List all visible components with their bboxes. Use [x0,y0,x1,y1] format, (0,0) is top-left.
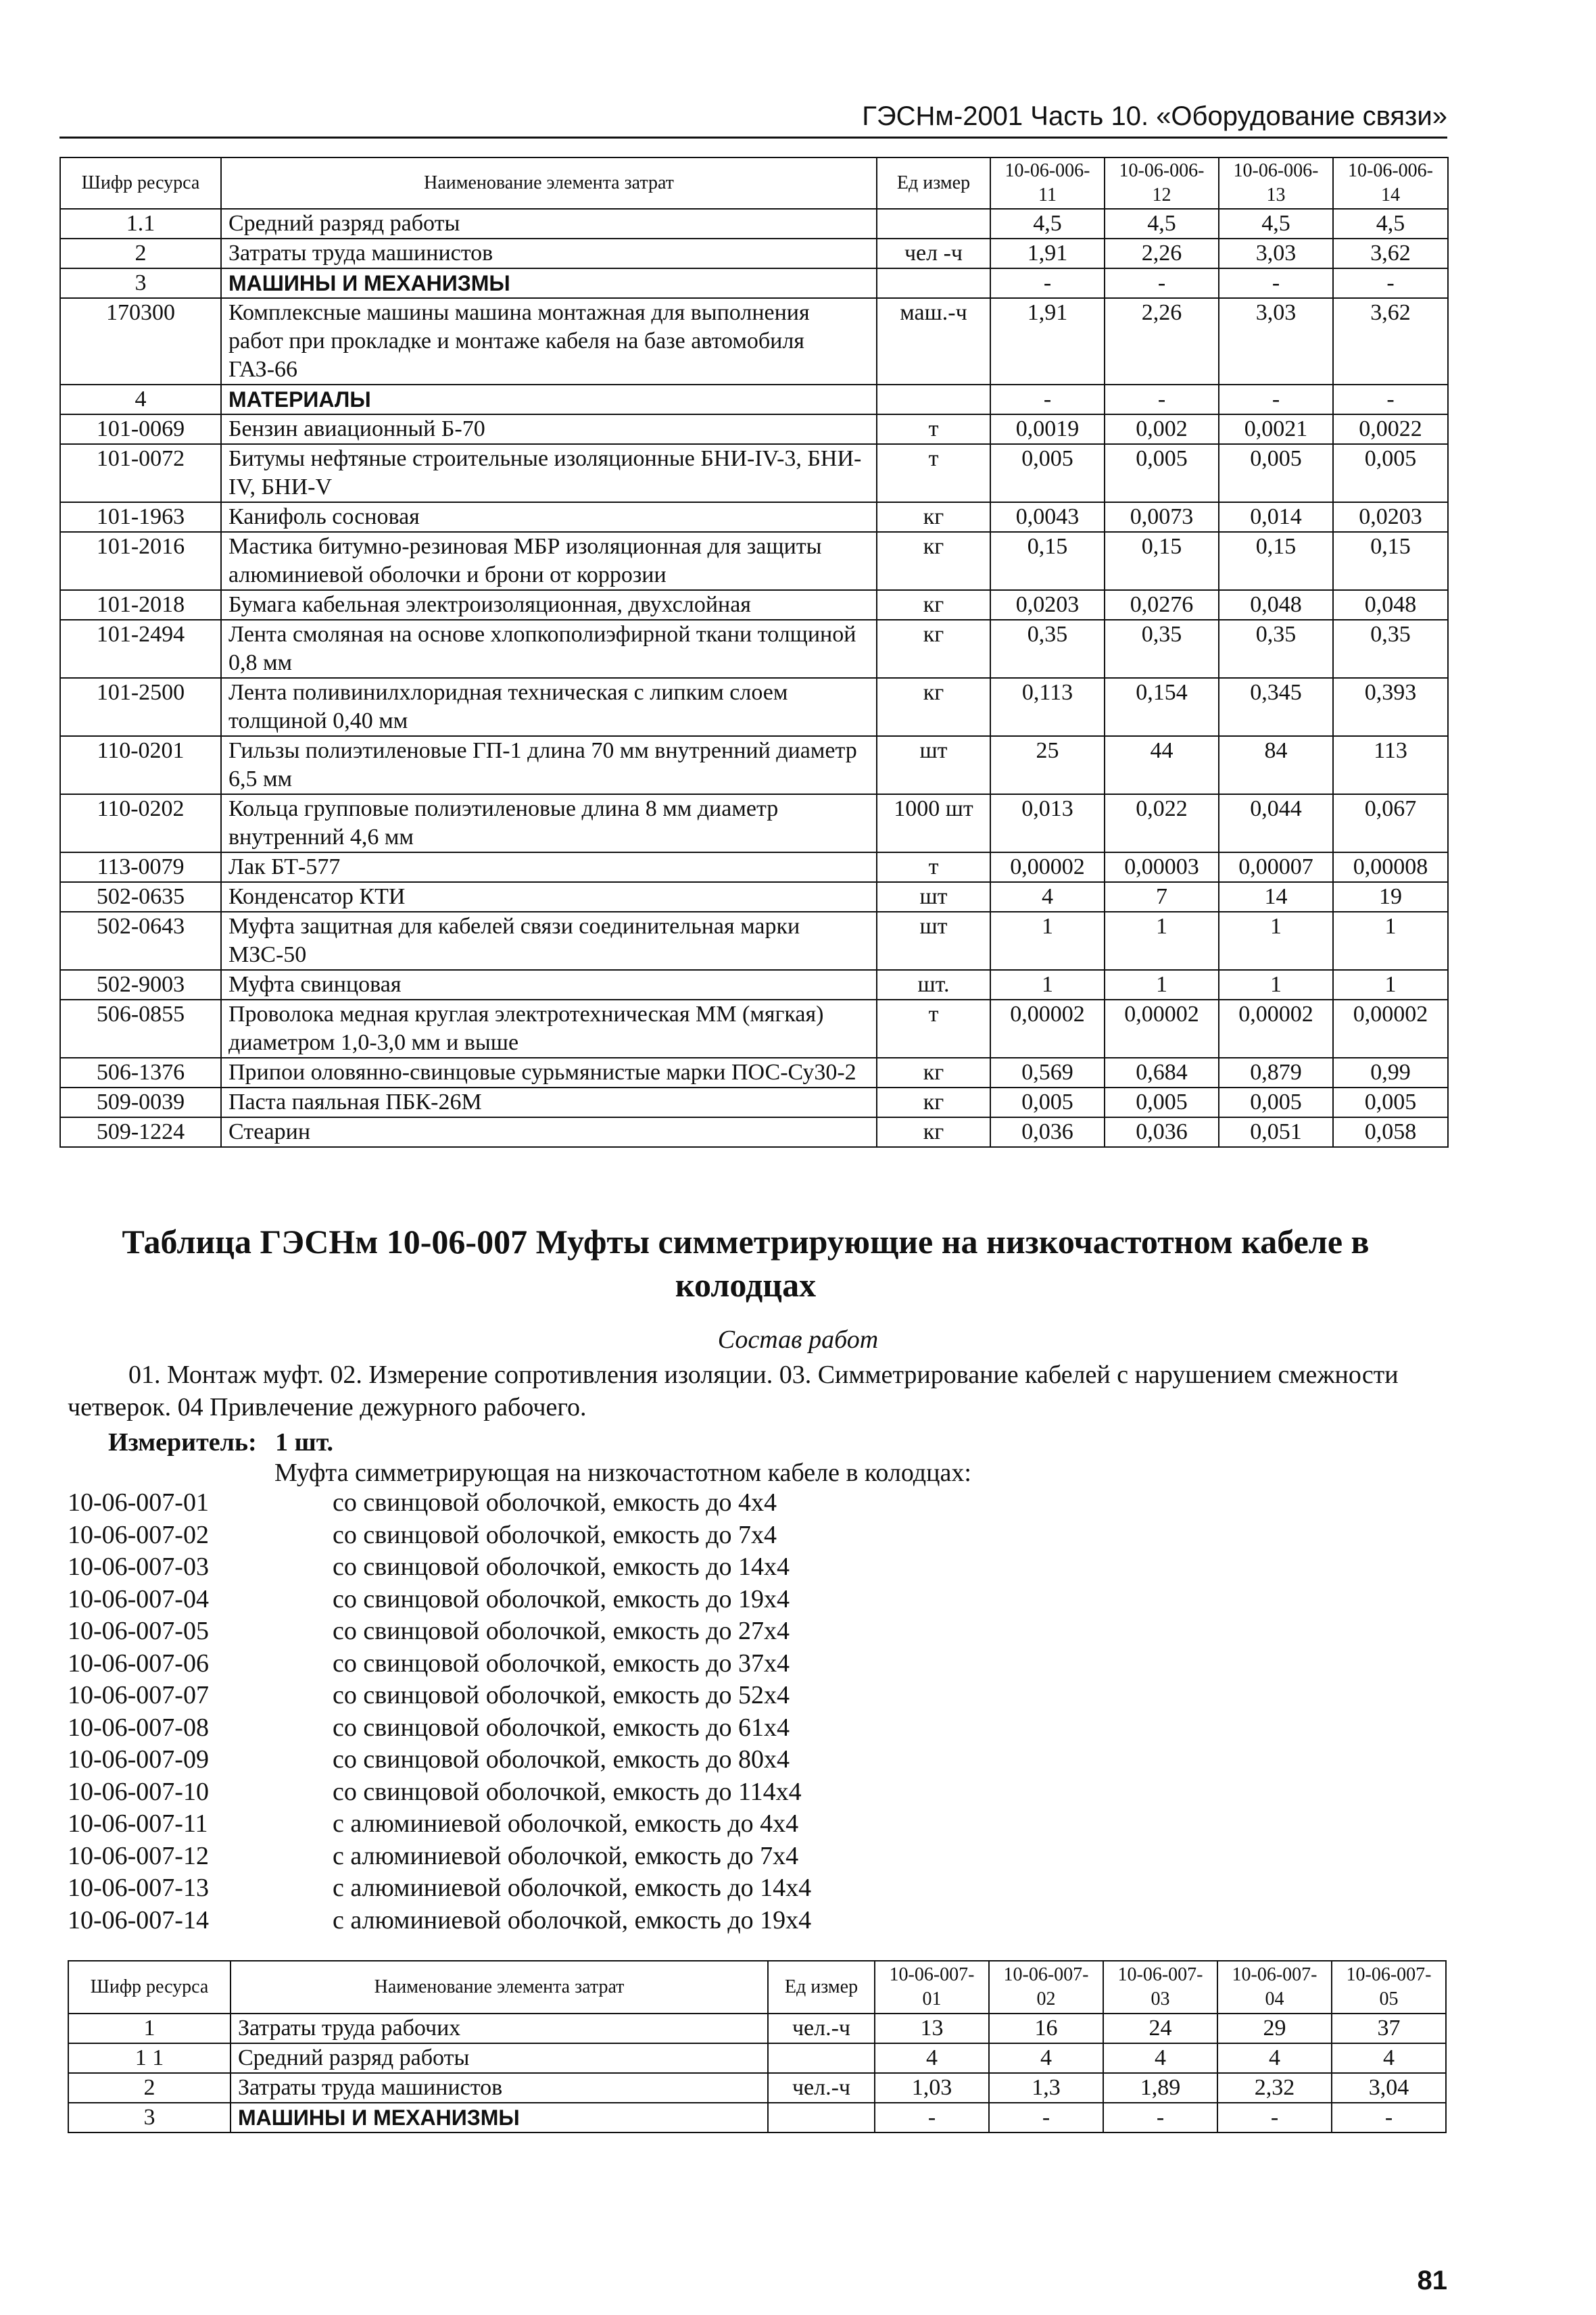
value-cell: - [1103,2103,1217,2133]
value-cell: 0,0021 [1219,414,1333,444]
value-cell: 113 [1333,736,1448,794]
value-cell: 0,005 [1333,1088,1448,1117]
resource-code: 170300 [60,298,221,385]
value-cell: 1 [1219,912,1333,970]
unit [877,385,990,414]
value-cell: - [1333,385,1448,414]
value-cell: 19 [1333,882,1448,912]
table-row [60,590,1448,620]
value-cell: 3,04 [1332,2073,1446,2103]
value-cell: 0,00008 [1333,852,1448,882]
value-cell: 0,00002 [990,1000,1105,1058]
measure-value: 1 шт. [275,1428,334,1457]
variant-code: 10-06-007-09 [68,1745,209,1774]
resource-code: 509-1224 [60,1117,221,1147]
cost-element-name: Канифоль сосновая [221,502,877,532]
column-header: 10-06-006-13 [1219,157,1333,209]
value-cell: - [1105,385,1219,414]
cost-element-name: Мастика битумно-резиновая МБР изоляционная для защиты алюминиевой оболочки и брони от коррозии [221,532,877,590]
value-cell: 29 [1217,2014,1332,2043]
value-cell: 0,00002 [1333,1000,1448,1058]
resource-code: 506-0855 [60,1000,221,1058]
variant-description: с алюминиевой оболочкой, емкость до 7х4 [333,1841,799,1870]
value-cell: 24 [1103,2014,1217,2043]
value-cell: - [1217,2103,1332,2133]
resource-code: 101-2494 [60,620,221,678]
table-row [60,268,1448,298]
variant-code: 10-06-007-07 [68,1681,209,1709]
unit: шт [877,882,990,912]
variant-description: со свинцовой оболочкой, емкость до 61х4 [333,1713,790,1742]
value-cell: 0,15 [990,532,1105,590]
value-cell: 0,005 [990,444,1105,502]
resource-table-006 [59,157,1449,1148]
value-cell: 4,5 [1333,209,1448,239]
table-row [60,532,1448,590]
value-cell: 14 [1219,882,1333,912]
resource-code: 509-0039 [60,1088,221,1117]
cost-element-name: Средний разряд работы [221,209,877,239]
column-header: 10-06-007-04 [1217,1961,1332,2014]
column-header: Шифр ресурса [60,157,221,209]
resource-table-007 [68,1960,1447,2133]
variant-code: 10-06-007-13 [68,1874,209,1902]
value-cell: 1 [990,970,1105,1000]
table-row [60,882,1448,912]
unit: 1000 шт [877,794,990,852]
resource-code: 2 [60,239,221,268]
resource-code: 502-0635 [60,882,221,912]
value-cell: 0,005 [1105,444,1219,502]
value-cell: 0,048 [1333,590,1448,620]
value-cell: 0,005 [990,1088,1105,1117]
column-header: 10-06-007-05 [1332,1961,1446,2014]
column-header: 10-06-007-02 [989,1961,1103,2014]
value-cell: - [1333,268,1448,298]
value-cell: 0,036 [1105,1117,1219,1147]
value-cell: 4 [1332,2043,1446,2073]
value-cell: 0,569 [990,1058,1105,1088]
variant-description: с алюминиевой оболочкой, емкость до 19х4 [333,1905,812,1934]
column-header: Ед измер [877,157,990,209]
table-row [60,1058,1448,1088]
variant-description: с алюминиевой оболочкой, емкость до 4х4 [333,1809,799,1838]
column-header: Наименование элемента затрат [231,1961,768,2014]
unit: кг [877,1058,990,1088]
value-cell: 0,013 [990,794,1105,852]
value-cell: 0,113 [990,678,1105,736]
unit: кг [877,590,990,620]
composition-caption: Состав работ [717,1325,879,1354]
unit: шт [877,912,990,970]
variant-code: 10-06-007-01 [68,1488,209,1517]
value-cell: 1,3 [989,2073,1103,2103]
table-row [60,736,1448,794]
value-cell: 0,00002 [1219,1000,1333,1058]
variant-code: 10-06-007-12 [68,1841,209,1870]
value-cell: 1 [1333,970,1448,1000]
cost-element-name: Лента поливинилхлоридная техническая с липким слоем толщиной 0,40 мм [221,678,877,736]
unit: маш.-ч [877,298,990,385]
value-cell: 3,03 [1219,239,1333,268]
value-cell: 3,62 [1333,298,1448,385]
value-cell: 0,002 [1105,414,1219,444]
unit: кг [877,502,990,532]
value-cell: 0,058 [1333,1117,1448,1147]
cost-element-name: Припои оловянно-свинцовые сурьмянистые марки ПОС-Су30-2 [221,1058,877,1088]
table-row [60,1000,1448,1058]
table-row [60,298,1448,385]
variant-code: 10-06-007-10 [68,1777,209,1806]
value-cell: 0,99 [1333,1058,1448,1088]
variant-code: 10-06-007-05 [68,1617,209,1645]
table-row [68,2073,1446,2103]
variant-description: со свинцовой оболочкой, емкость до 14х4 [333,1553,790,1581]
value-cell: 0,005 [1105,1088,1219,1117]
value-cell: - [990,268,1105,298]
unit: кг [877,620,990,678]
value-cell: 0,0043 [990,502,1105,532]
value-cell: - [1332,2103,1446,2133]
unit: кг [877,1088,990,1117]
value-cell: 0,0276 [1105,590,1219,620]
value-cell: 0,0073 [1105,502,1219,532]
unit: кг [877,1117,990,1147]
column-header: Ед измер [768,1961,875,2014]
variant-description: со свинцовой оболочкой, емкость до 7х4 [333,1520,777,1549]
value-cell: 0,345 [1219,678,1333,736]
value-cell: 0,00007 [1219,852,1333,882]
table-row [60,385,1448,414]
resource-code: 113-0079 [60,852,221,882]
resource-code: 101-2016 [60,532,221,590]
cost-element-name: Затраты труда машинистов [231,2073,768,2103]
resource-code: 101-0069 [60,414,221,444]
resource-code: 1 1 [68,2043,231,2073]
value-cell: 4,5 [1219,209,1333,239]
value-cell: - [875,2103,989,2133]
value-cell: 1 [1105,970,1219,1000]
cost-element-name: Гильзы полиэтиленовые ГП-1 длина 70 мм внутренний диаметр 6,5 мм [221,736,877,794]
value-cell: 1,03 [875,2073,989,2103]
value-cell: - [989,2103,1103,2133]
composition-text: 01. Монтаж муфт. 02. Измерение сопротивления изоляции. 03. Симметрирование кабелей с нарушением смежности четверок. 04 Привлечение дежурного рабочего. [68,1361,1399,1421]
value-cell: - [1105,268,1219,298]
cost-element-name: Кольца групповые полиэтиленовые длина 8 мм диаметр внутренний 4,6 мм [221,794,877,852]
variant-description: со свинцовой оболочкой, емкость до 80х4 [333,1745,790,1774]
cost-element-name: Комплексные машины машина монтажная для выполнения работ при прокладке и монтаже кабеля на базе автомобиля ГАЗ-66 [221,298,877,385]
table-row [60,1088,1448,1117]
variant-description: со свинцовой оболочкой, емкость до 27х4 [333,1617,790,1645]
cost-element-name: Битумы нефтяные строительные изоляционные БНИ-IV-3, БНИ-IV, БНИ-V [221,444,877,502]
variant-code: 10-06-007-14 [68,1905,209,1934]
table-header-row [60,157,1448,209]
value-cell: 4 [1103,2043,1217,2073]
cost-element-name: Муфта свинцовая [221,970,877,1000]
header-rule [59,137,1447,139]
value-cell: 0,005 [1219,444,1333,502]
unit [877,268,990,298]
cost-element-name: Бензин авиационный Б-70 [221,414,877,444]
value-cell: 84 [1219,736,1333,794]
resource-code: 110-0202 [60,794,221,852]
resource-code: 502-9003 [60,970,221,1000]
cost-element-name: Средний разряд работы [231,2043,768,2073]
table-row [60,678,1448,736]
page-number: 81 [1417,2266,1447,2295]
variant-code: 10-06-007-08 [68,1713,209,1742]
column-header: Наименование элемента затрат [221,157,877,209]
value-cell: 0,35 [1219,620,1333,678]
unit: т [877,852,990,882]
column-header: 10-06-006-12 [1105,157,1219,209]
cost-element-name: МАТЕРИАЛЫ [221,385,877,414]
table-row [68,2103,1446,2133]
value-cell: 1 [1333,912,1448,970]
value-cell: - [990,385,1105,414]
table-row [60,620,1448,678]
table-row [60,1117,1448,1147]
value-cell: 0,879 [1219,1058,1333,1088]
value-cell: 1 [990,912,1105,970]
measure-label: Измеритель: [108,1428,257,1457]
table-row [60,912,1448,970]
column-header: 10-06-007-03 [1103,1961,1217,2014]
value-cell: 2,26 [1105,239,1219,268]
value-cell: 0,393 [1333,678,1448,736]
variant-description: со свинцовой оболочкой, емкость до 19х4 [333,1584,790,1613]
cost-element-name: Затраты труда машинистов [221,239,877,268]
value-cell: 0,036 [990,1117,1105,1147]
table-row [60,852,1448,882]
table-row [60,239,1448,268]
value-cell: 0,0022 [1333,414,1448,444]
value-cell: 0,014 [1219,502,1333,532]
unit: кг [877,678,990,736]
table-row [68,2014,1446,2043]
resource-code: 1 [68,2014,231,2043]
resource-code: 506-1376 [60,1058,221,1088]
value-cell: 25 [990,736,1105,794]
value-cell: 0,684 [1105,1058,1219,1088]
cost-element-name: Конденсатор КТИ [221,882,877,912]
value-cell: 4,5 [990,209,1105,239]
unit: кг [877,532,990,590]
variant-description: со свинцовой оболочкой, емкость до 37х4 [333,1649,790,1678]
unit [877,209,990,239]
value-cell: 0,35 [1105,620,1219,678]
value-cell: 0,15 [1219,532,1333,590]
value-cell: 1,91 [990,239,1105,268]
resource-code: 4 [60,385,221,414]
value-cell: 0,154 [1105,678,1219,736]
value-cell: 4 [1217,2043,1332,2073]
variant-description: с алюминиевой оболочкой, емкость до 14х4 [333,1874,812,1902]
unit: т [877,414,990,444]
table-row [60,444,1448,502]
value-cell: 0,044 [1219,794,1333,852]
value-cell: 0,067 [1333,794,1448,852]
variant-code: 10-06-007-03 [68,1553,209,1581]
value-cell: 44 [1105,736,1219,794]
unit: чел.-ч [768,2073,875,2103]
value-cell: 0,0019 [990,414,1105,444]
value-cell: 3,03 [1219,298,1333,385]
resource-code: 1.1 [60,209,221,239]
variant-description: со свинцовой оболочкой, емкость до 114х4 [333,1777,802,1806]
value-cell: - [1219,268,1333,298]
value-cell: 16 [989,2014,1103,2043]
variant-description: со свинцовой оболочкой, емкость до 4х4 [333,1488,777,1517]
cost-element-name: Муфта защитная для кабелей связи соединительная марки МЗС-50 [221,912,877,970]
value-cell: 0,35 [1333,620,1448,678]
value-cell: 0,15 [1105,532,1219,590]
resource-code: 110-0201 [60,736,221,794]
unit: шт. [877,970,990,1000]
unit: т [877,1000,990,1058]
value-cell: 1 [1105,912,1219,970]
cost-element-name: Паста паяльная ПБК-26М [221,1088,877,1117]
cost-element-name: МАШИНЫ И МЕХАНИЗМЫ [231,2103,768,2133]
value-cell: 2,32 [1217,2073,1332,2103]
value-cell: 0,005 [1219,1088,1333,1117]
value-cell: 4 [989,2043,1103,2073]
resource-code: 2 [68,2073,231,2103]
variant-description: со свинцовой оболочкой, емкость до 52х4 [333,1681,790,1709]
unit: шт [877,736,990,794]
variants-intro: Муфта симметрирующая на низкочастотном кабеле в колодцах: [274,1459,971,1487]
resource-code: 101-1963 [60,502,221,532]
resource-code: 101-2500 [60,678,221,736]
value-cell: 4 [990,882,1105,912]
value-cell: 1,89 [1103,2073,1217,2103]
resource-code: 101-2018 [60,590,221,620]
value-cell: 0,00002 [990,852,1105,882]
unit [768,2103,875,2133]
value-cell: 4,5 [1105,209,1219,239]
column-header: 10-06-007-01 [875,1961,989,2014]
value-cell: 0,35 [990,620,1105,678]
value-cell: 4 [875,2043,989,2073]
variant-code: 10-06-007-02 [68,1520,209,1549]
value-cell: 0,022 [1105,794,1219,852]
resource-code: 101-0072 [60,444,221,502]
cost-element-name: Затраты труда рабочих [231,2014,768,2043]
table-row [60,414,1448,444]
value-cell: 0,048 [1219,590,1333,620]
value-cell: 0,15 [1333,532,1448,590]
resource-code: 3 [68,2103,231,2133]
column-header: 10-06-006-14 [1333,157,1448,209]
unit: чел -ч [877,239,990,268]
table-row [60,794,1448,852]
value-cell: 1,91 [990,298,1105,385]
unit: т [877,444,990,502]
value-cell: 0,00002 [1105,1000,1219,1058]
value-cell: 0,0203 [1333,502,1448,532]
unit: чел.-ч [768,2014,875,2043]
cost-element-name: Лак БТ-577 [221,852,877,882]
table-row [60,209,1448,239]
cost-element-name: МАШИНЫ И МЕХАНИЗМЫ [221,268,877,298]
resource-code: 3 [60,268,221,298]
cost-element-name: Лента смоляная на основе хлопкополиэфирной ткани толщиной 0,8 мм [221,620,877,678]
variant-code: 10-06-007-11 [68,1809,208,1838]
value-cell: - [1219,385,1333,414]
value-cell: 1 [1219,970,1333,1000]
variant-code: 10-06-007-04 [68,1584,209,1613]
unit [768,2043,875,2073]
column-header: 10-06-006-11 [990,157,1105,209]
value-cell: 0,00003 [1105,852,1219,882]
cost-element-name: Бумага кабельная электроизоляционная, двухслойная [221,590,877,620]
value-cell: 7 [1105,882,1219,912]
running-header: ГЭСНм-2001 Часть 10. «Оборудование связи» [862,101,1447,131]
value-cell: 2,26 [1105,298,1219,385]
resource-code: 502-0643 [60,912,221,970]
table-row [60,502,1448,532]
variant-code: 10-06-007-06 [68,1649,209,1678]
value-cell: 0,005 [1333,444,1448,502]
column-header: Шифр ресурса [68,1961,231,2014]
value-cell: 37 [1332,2014,1446,2043]
section-title: Таблица ГЭСНм 10-06-007 Муфты симметрирующие на низкочастотном кабеле в колодцах [122,1223,1370,1304]
table-header-row [68,1961,1446,2014]
measure-line [108,1426,333,1459]
table-row [60,970,1448,1000]
table-row [68,2043,1446,2073]
value-cell: 0,051 [1219,1117,1333,1147]
value-cell: 0,0203 [990,590,1105,620]
cost-element-name: Стеарин [221,1117,877,1147]
value-cell: 13 [875,2014,989,2043]
cost-element-name: Проволока медная круглая электротехническая ММ (мягкая) диаметром 1,0-3,0 мм и выше [221,1000,877,1058]
value-cell: 3,62 [1333,239,1448,268]
